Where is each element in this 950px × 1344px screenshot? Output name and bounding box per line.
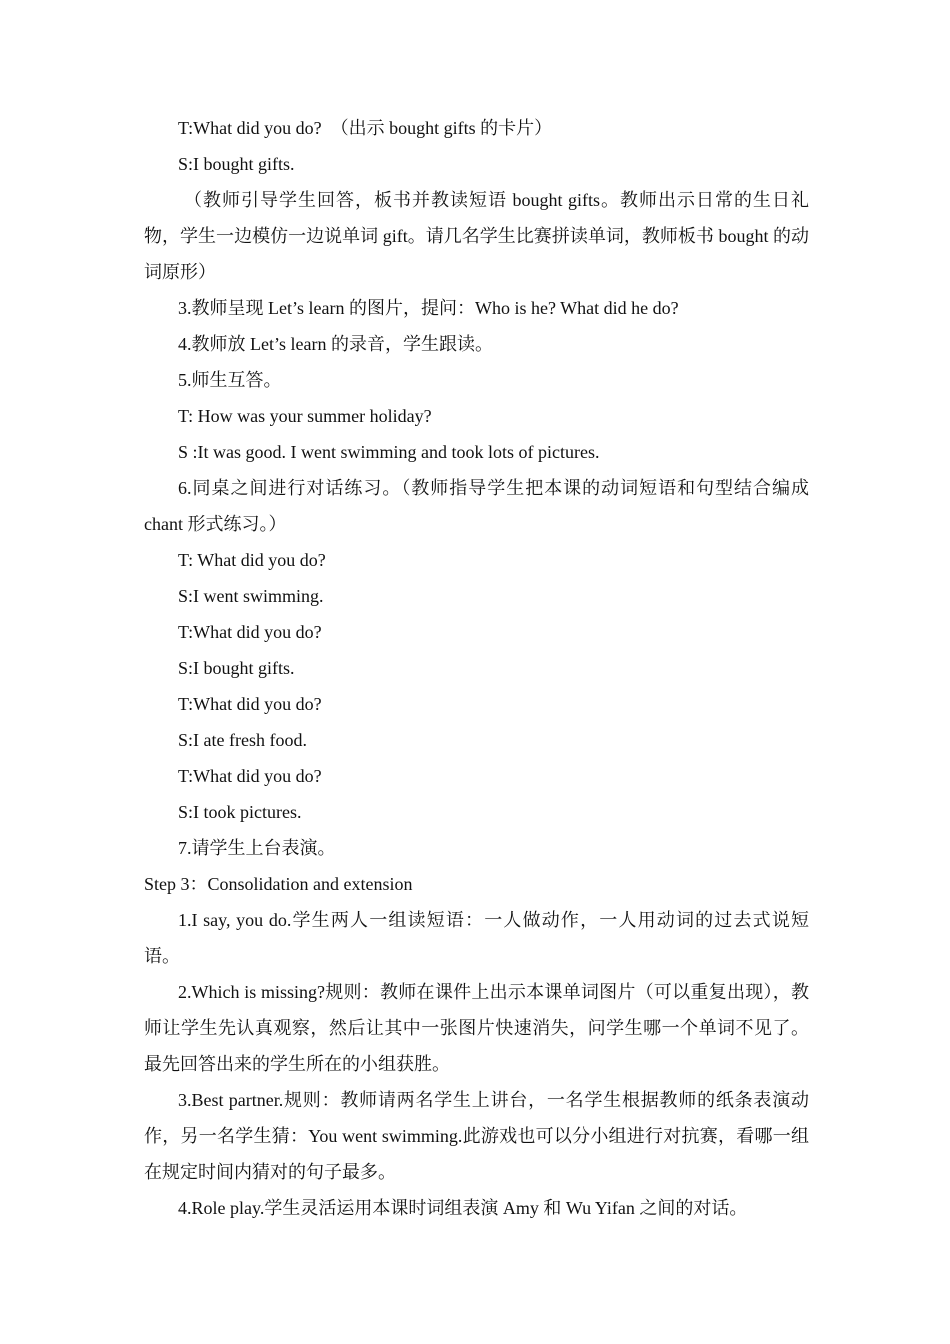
activity-paragraph: 3.Best partner.规则：教师请两名学生上讲台，一名学生根据教师的纸条表演动作，另一名学生猜：You went swimming.此游戏也可以分小组进行对抗赛，看哪一组在规定时间内猜对的句子最多。 — [144, 1090, 809, 1182]
step-item: 4.教师放 Let’s learn 的录音，学生跟读。 — [178, 334, 493, 354]
activity-paragraph: 2.Which is missing?规则：教师在课件上出示本课单词图片（可以重复出现），教师让学生先认真观察，然后让其中一张图片快速消失，问学生哪一个单词不见了。最先回答出来的学生所在的小组获胜。 — [144, 982, 809, 1074]
dialogue-line: S:I bought gifts. — [178, 154, 295, 174]
step-item: 6.同桌之间进行对话练习。（教师指导学生把本课的动词短语和句型结合编成 chant 形式练习。） — [144, 478, 809, 534]
step-item: 7.请学生上台表演。 — [178, 838, 336, 858]
dialogue-line: T: What did you do? — [178, 550, 326, 570]
step-item: 5.师生互答。 — [178, 370, 282, 390]
dialogue-line: S:I ate fresh food. — [178, 730, 307, 750]
dialogue-line: S:I bought gifts. — [178, 658, 295, 678]
lesson-plan-body — [144, 110, 809, 1226]
dialogue-line: T: How was your summer holiday? — [178, 406, 432, 426]
teacher-note-paragraph: （教师引导学生回答，板书并教读短语 bought gifts。教师出示日常的生日礼物，学生一边模仿一边说单词 gift。请几名学生比赛拼读单词，教师板书 bought 的动词原形） — [144, 190, 809, 282]
activity-paragraph: 1.I say, you do.学生两人一组读短语：一人做动作，一人用动词的过去式说短语。 — [144, 910, 809, 966]
dialogue-line: T:What did you do? — [178, 694, 322, 714]
step-item: 3.教师呈现 Let’s learn 的图片，提问：Who is he? What did he do? — [178, 298, 679, 318]
section-heading: Step 3：Consolidation and extension — [144, 874, 413, 894]
dialogue-line: S:I took pictures. — [178, 802, 302, 822]
activity-paragraph: 4.Role play.学生灵活运用本课时词组表演 Amy 和 Wu Yifan 之间的对话。 — [178, 1198, 748, 1218]
dialogue-line: T:What did you do? — [178, 622, 322, 642]
dialogue-line: T:What did you do? （出示 bought gifts 的卡片） — [178, 118, 553, 138]
dialogue-line: T:What did you do? — [178, 766, 322, 786]
dialogue-line: S :It was good. I went swimming and took lots of pictures. — [178, 442, 600, 462]
dialogue-line: S:I went swimming. — [178, 586, 324, 606]
